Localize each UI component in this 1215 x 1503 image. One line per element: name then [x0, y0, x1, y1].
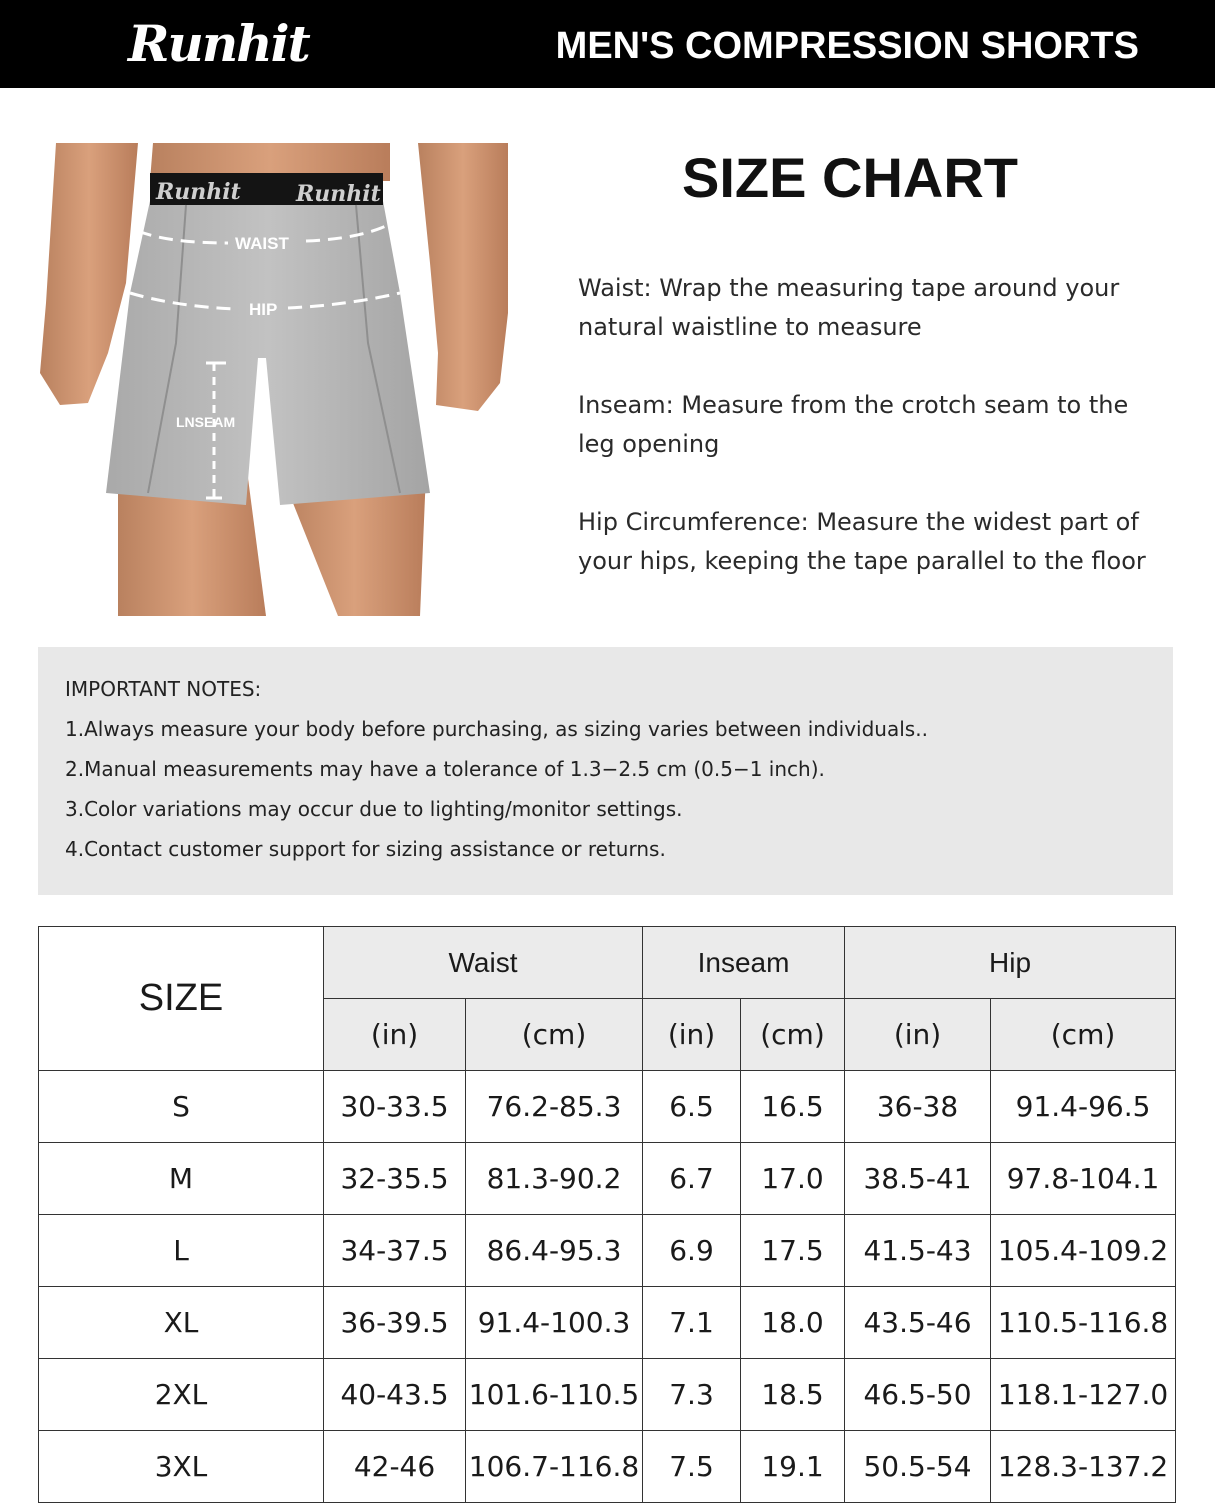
size-cell: S: [39, 1071, 324, 1143]
size-cell: M: [39, 1143, 324, 1215]
table-cell: 7.3: [643, 1359, 741, 1431]
note-item: 3.Color variations may occur due to lighting/monitor settings.: [65, 797, 683, 821]
brand-logo: Runhit: [128, 14, 309, 73]
table-cell: 76.2-85.3: [466, 1071, 643, 1143]
table-cell: 91.4-100.3: [466, 1287, 643, 1359]
unit-header: (in): [845, 999, 991, 1071]
table-cell: 50.5-54: [845, 1431, 991, 1503]
size-cell: L: [39, 1215, 324, 1287]
unit-header: (in): [324, 999, 466, 1071]
header-title: MEN'S COMPRESSION SHORTS: [555, 25, 1139, 67]
table-row: [39, 1287, 1176, 1359]
waist-instruction: Waist: Wrap the measuring tape around your natural waistline to measure: [578, 274, 1120, 341]
note-item: 2.Manual measurements may have a tolerance of 1.3−2.5 cm (0.5−1 inch).: [65, 757, 825, 781]
table-row: [39, 1143, 1176, 1215]
table-cell: 110.5-116.8: [991, 1287, 1176, 1359]
table-row: [39, 1071, 1176, 1143]
hip-instruction: Hip Circumference: Measure the widest part of your hips, keeping the tape parallel to the floor: [578, 508, 1146, 575]
note-item: 4.Contact customer support for sizing assistance or returns.: [65, 837, 666, 861]
table-cell: 43.5-46: [845, 1287, 991, 1359]
table-cell: 41.5-43: [845, 1215, 991, 1287]
table-cell: 106.7-116.8: [466, 1431, 643, 1503]
important-notes: [38, 647, 1173, 895]
table-cell: 32-35.5: [324, 1143, 466, 1215]
waistband-logo-left: Runhit: [156, 179, 241, 205]
inseam-instruction: Inseam: Measure from the crotch seam to the leg opening: [578, 391, 1129, 458]
table-cell: 16.5: [741, 1071, 845, 1143]
table-row: [39, 1359, 1176, 1431]
table-cell: 17.0: [741, 1143, 845, 1215]
size-column-header: SIZE: [39, 927, 324, 1071]
inseam-header: Inseam: [643, 927, 845, 999]
hip-label: HIP: [249, 300, 278, 319]
table-cell: 30-33.5: [324, 1071, 466, 1143]
unit-header: (cm): [466, 999, 643, 1071]
table-cell: 6.7: [643, 1143, 741, 1215]
table-row: [39, 1215, 1176, 1287]
product-photo: [38, 143, 510, 616]
waist-header: Waist: [324, 927, 643, 999]
inseam-label: LNSEAM: [176, 414, 236, 430]
table-cell: 46.5-50: [845, 1359, 991, 1431]
table-cell: 7.1: [643, 1287, 741, 1359]
table-row: [39, 1431, 1176, 1503]
size-cell: 2XL: [39, 1359, 324, 1431]
table-cell: 81.3-90.2: [466, 1143, 643, 1215]
unit-header: (in): [643, 999, 741, 1071]
table-cell: 101.6-110.5: [466, 1359, 643, 1431]
table-cell: 91.4-96.5: [991, 1071, 1176, 1143]
hip-header: Hip: [845, 927, 1176, 999]
table-cell: 19.1: [741, 1431, 845, 1503]
table-cell: 118.1-127.0: [991, 1359, 1176, 1431]
table-cell: 36-39.5: [324, 1287, 466, 1359]
table-cell: 17.5: [741, 1215, 845, 1287]
table-cell: 7.5: [643, 1431, 741, 1503]
table-cell: 18.5: [741, 1359, 845, 1431]
size-cell: 3XL: [39, 1431, 324, 1503]
table-cell: 86.4-95.3: [466, 1215, 643, 1287]
product-illustration: [38, 143, 510, 616]
size-chart-title: SIZE CHART: [682, 146, 1018, 209]
size-cell: XL: [39, 1287, 324, 1359]
note-item: 1.Always measure your body before purchasing, as sizing varies between individuals..: [65, 717, 928, 741]
table-cell: 18.0: [741, 1287, 845, 1359]
table-cell: 36-38: [845, 1071, 991, 1143]
table-cell: 6.9: [643, 1215, 741, 1287]
notes-heading: IMPORTANT NOTES:: [65, 677, 262, 701]
table-cell: 40-43.5: [324, 1359, 466, 1431]
table-cell: 6.5: [643, 1071, 741, 1143]
table-cell: 128.3-137.2: [991, 1431, 1176, 1503]
table-cell: 105.4-109.2: [991, 1215, 1176, 1287]
unit-header: (cm): [991, 999, 1176, 1071]
size-table: [38, 926, 1176, 1503]
table-cell: 42-46: [324, 1431, 466, 1503]
header-bar: [0, 0, 1215, 88]
unit-header: (cm): [741, 999, 845, 1071]
table-cell: 38.5-41: [845, 1143, 991, 1215]
waist-label: WAIST: [235, 234, 289, 253]
table-cell: 34-37.5: [324, 1215, 466, 1287]
waistband-logo-right: Runhit: [296, 181, 381, 207]
table-cell: 97.8-104.1: [991, 1143, 1176, 1215]
